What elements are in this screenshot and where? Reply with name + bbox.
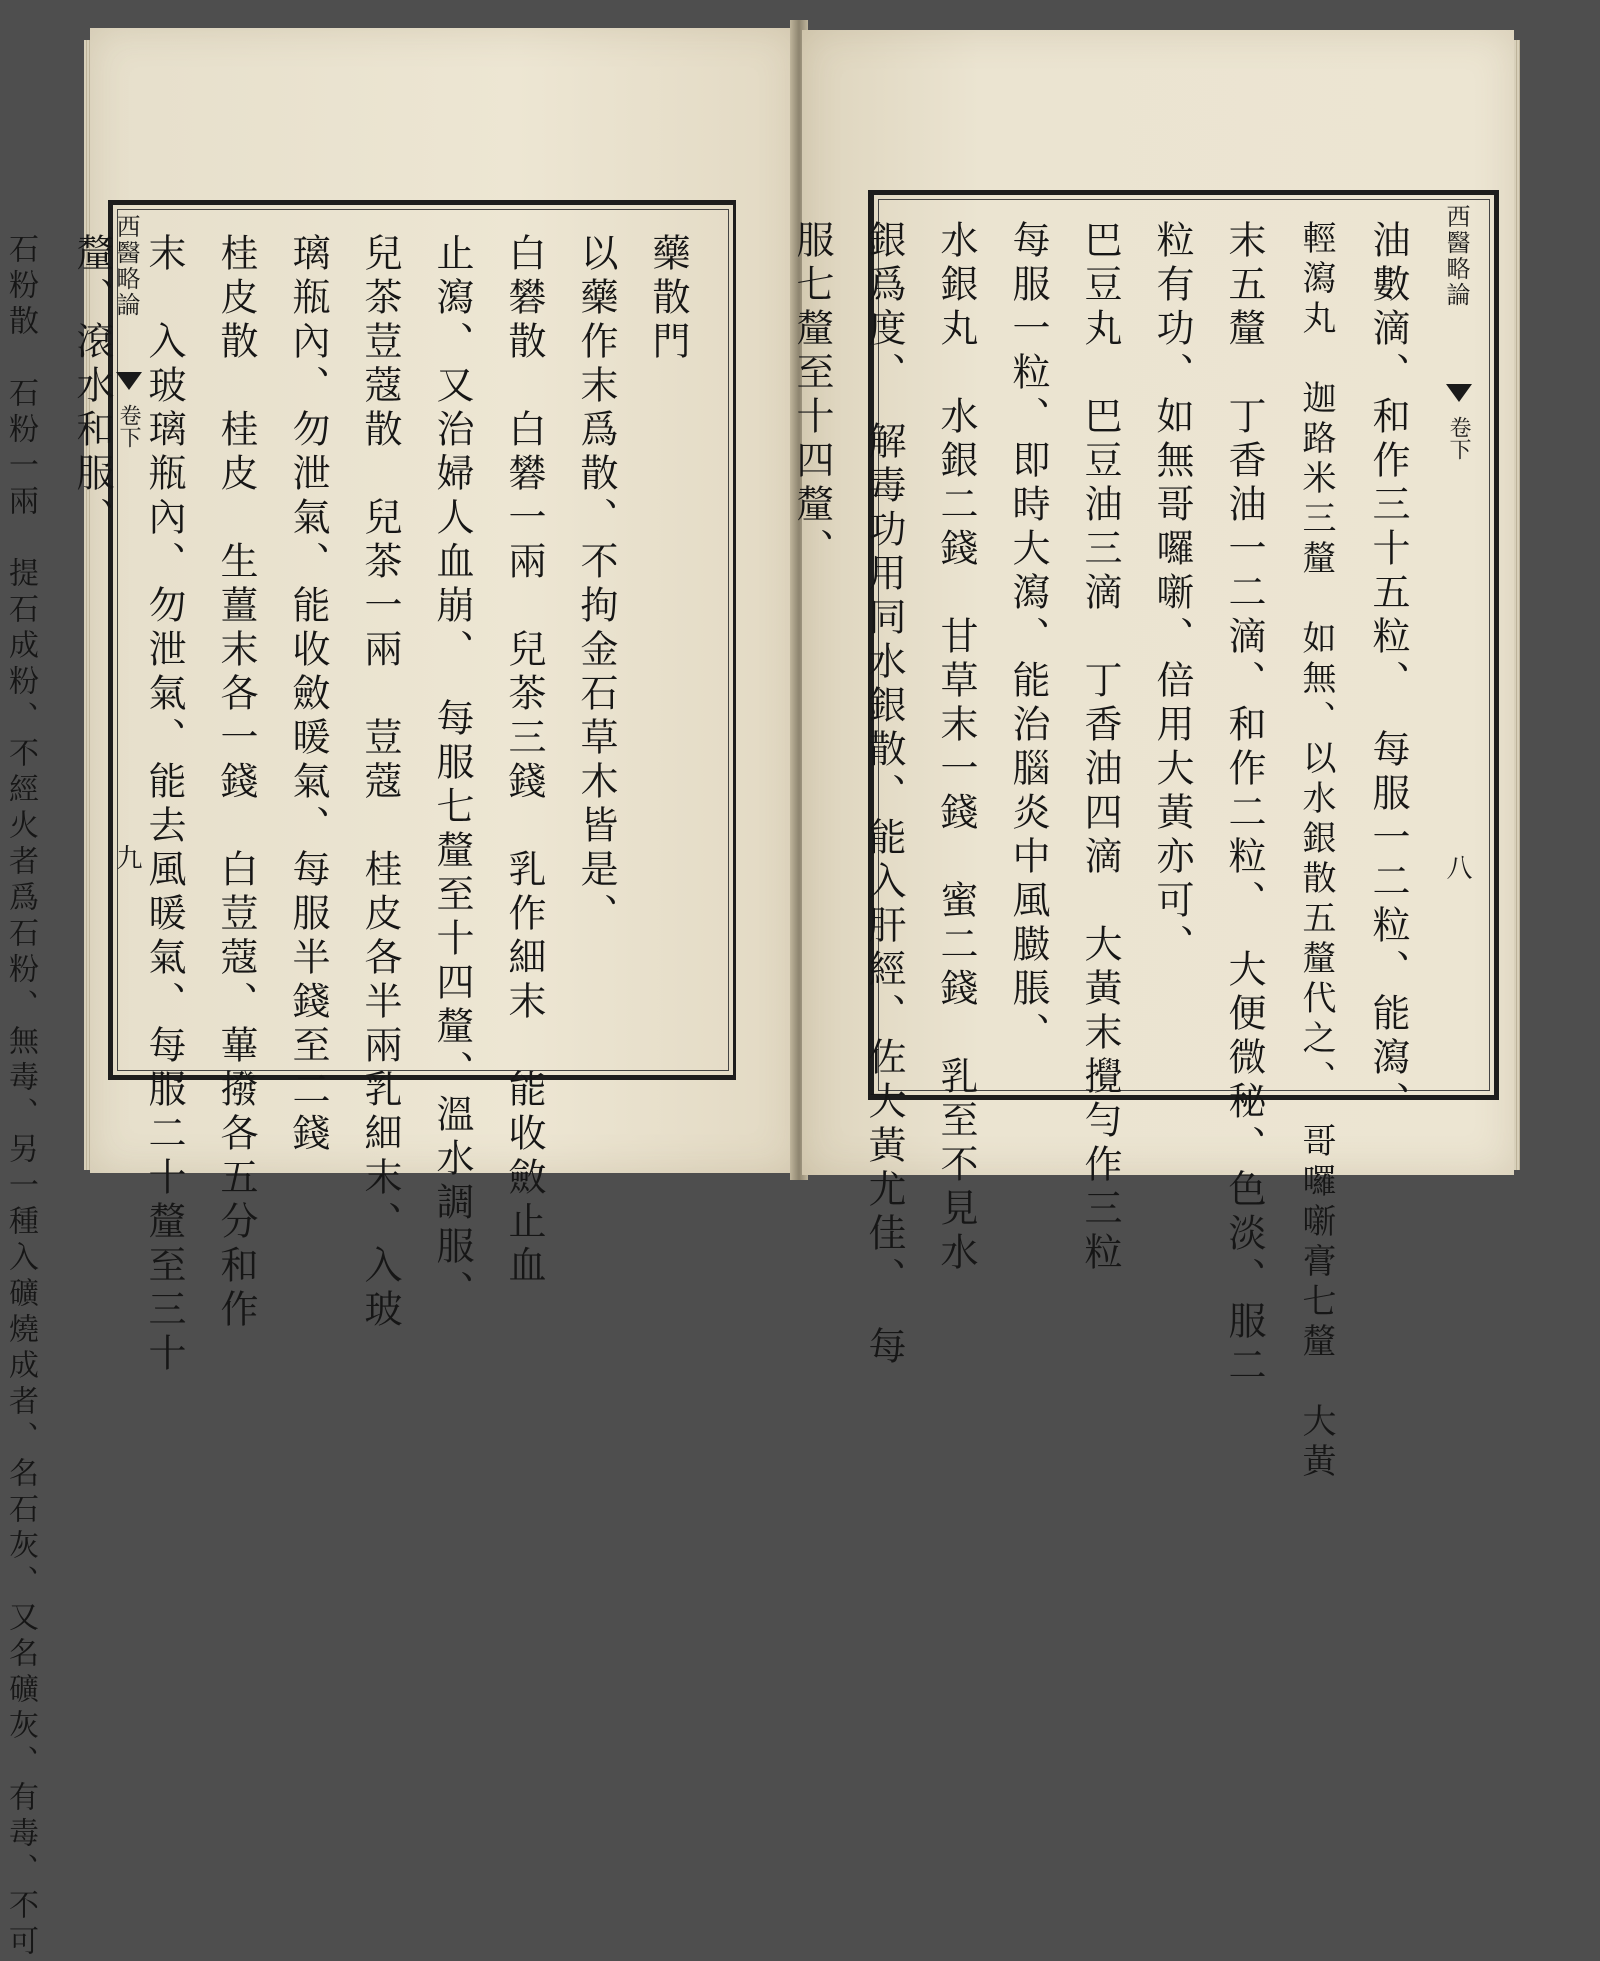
right-center-fold: [1440, 194, 1480, 1090]
text-column: 輕瀉丸 迦路米三釐 如無、以水銀散五釐代之、 哥囉噺膏七釐 大黃: [1296, 220, 1336, 1483]
text-column: 兒茶荳蔻散 兒茶一兩 荳蔻 桂皮各半兩乳細末、入玻: [358, 233, 402, 1333]
text-column: 水銀丸 水銀二錢 甘草末一錢 蜜二錢 乳至不見水: [934, 220, 978, 1276]
text-column: 末 入玻璃瓶內、勿泄氣、能去風暖氣、每服二十釐至三十: [142, 233, 186, 1377]
text-column: 末五釐 丁香油一二滴、和作二粒、 大便微秘、色淡、服二: [1222, 220, 1266, 1389]
text-column: 每服一粒、即時大瀉、能治腦炎中風臌脹、: [1006, 220, 1050, 1056]
right-volume-label: 卷下: [1446, 416, 1471, 460]
right-folio-number: 八: [1442, 854, 1472, 880]
right-body-text: [790, 220, 1424, 1483]
text-column: 白礬散 白礬一兩 兒茶三錢 乳作細末 能收斂止血: [502, 233, 546, 1289]
text-column: 服七釐至十四釐、: [790, 220, 834, 572]
text-column: 油數滴、和作三十五粒、 每服一二粒、能瀉、: [1366, 220, 1410, 1125]
left-running-head: 西醫略論: [112, 214, 140, 318]
right-page: [790, 30, 1514, 1483]
text-column: 璃瓶內、勿泄氣、能收斂暖氣、每服半錢至二錢: [286, 233, 330, 1157]
text-column: 止瀉、又治婦人血崩、 每服七釐至十四釐、溫水調服、: [430, 233, 474, 1314]
right-running-head: 西醫略論: [1442, 204, 1470, 308]
text-column: 巴豆丸 巴豆油三滴 丁香油四滴 大黃末攪勻作三粒: [1078, 220, 1122, 1276]
left-volume-label: 卷下: [116, 404, 141, 448]
text-column: 銀爲度、 解毒功用同水銀散、能入肝經、佐大黃尤佳、 每: [862, 220, 906, 1370]
text-column: 石粉散 石粉一兩 提石成粉、不經火者爲石粉、無毒、另一種入礦燒成者、名石灰、又名礦灰、有毒、不可: [3, 233, 38, 1961]
fish-tail-mark: [1446, 384, 1472, 402]
text-column: 以藥作末爲散、不拘金石草木皆是、: [574, 233, 618, 937]
text-column: 釐、滾水和服、: [70, 233, 114, 541]
text-column: 桂皮散 桂皮 生薑末各一錢 白荳蔻、蓽撥各五分和作: [214, 233, 258, 1333]
text-column: 藥散門: [646, 233, 690, 365]
text-column: 粒有功、如無哥囉噺、倍用大黃亦可、: [1150, 220, 1194, 968]
left-page: [3, 28, 798, 1961]
left-folio-number: 九: [112, 844, 142, 870]
